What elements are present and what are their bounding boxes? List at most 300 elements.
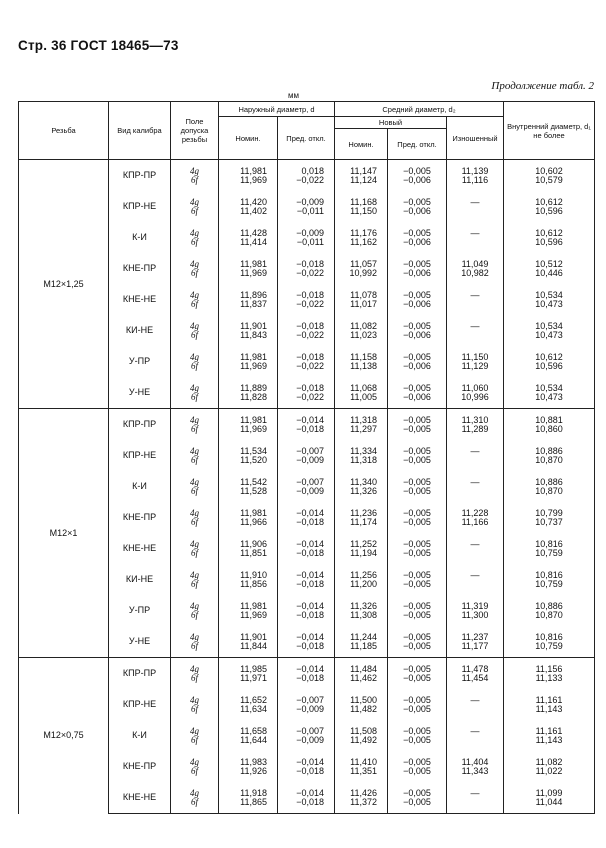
inner-diameter-cell bbox=[504, 253, 595, 284]
gauge-type-cell: КНЕ-ПР bbox=[109, 253, 171, 284]
inner-diameter-cell bbox=[504, 533, 595, 564]
tolerance-value: 6f bbox=[190, 609, 198, 620]
worn-value bbox=[450, 549, 500, 558]
pitch-deviation-value: −0,005 bbox=[403, 423, 431, 434]
tolerance-value: 4g bbox=[190, 600, 199, 611]
inner-diameter-value: 10,512 bbox=[535, 258, 563, 269]
tolerance-value: 4g bbox=[190, 414, 199, 425]
pitch-nominal-cell bbox=[335, 377, 388, 409]
dimensions-table bbox=[18, 101, 595, 814]
outer-nominal-value: 11,520 bbox=[240, 454, 267, 465]
inner-diameter-cell bbox=[504, 409, 595, 441]
pitch-nominal-value: 11,351 bbox=[350, 765, 377, 776]
worn-cell bbox=[447, 564, 504, 595]
pitch-deviation-value: −0,005 bbox=[403, 640, 431, 651]
outer-nominal-cell bbox=[219, 782, 278, 814]
table-row bbox=[19, 409, 595, 441]
outer-nominal-value: 11,969 bbox=[240, 360, 267, 371]
worn-cell bbox=[447, 346, 504, 377]
gauge-type-cell: КПР-ПР bbox=[109, 658, 171, 690]
inner-diameter-cell bbox=[504, 751, 595, 782]
outer-deviation-value: −0,018 bbox=[296, 289, 324, 300]
pitch-deviation-cell bbox=[388, 191, 447, 222]
pitch-nominal-value: 11,318 bbox=[350, 454, 377, 465]
inner-diameter-cell bbox=[504, 160, 595, 192]
pitch-deviation-cell bbox=[388, 284, 447, 315]
pitch-nominal-cell bbox=[335, 595, 388, 626]
worn-value bbox=[450, 487, 500, 496]
pitch-deviation-value: −0,005 bbox=[403, 485, 431, 496]
outer-deviation-value: −0,009 bbox=[296, 227, 324, 238]
tolerance-cell bbox=[171, 751, 219, 782]
tolerance-value: 6f bbox=[190, 174, 198, 185]
pitch-nominal-value: 11,078 bbox=[350, 289, 377, 300]
inner-diameter-cell bbox=[504, 595, 595, 626]
inner-diameter-value: 11,044 bbox=[535, 796, 563, 807]
worn-value bbox=[450, 207, 500, 216]
outer-deviation-value: −0,018 bbox=[296, 578, 324, 589]
outer-nominal-cell bbox=[219, 502, 278, 533]
units-label: мм bbox=[288, 91, 299, 100]
worn-value: 11,310 bbox=[461, 414, 489, 425]
outer-deviation-cell bbox=[278, 626, 335, 658]
pitch-nominal-cell bbox=[335, 782, 388, 814]
tolerance-value: 4g bbox=[190, 663, 199, 674]
worn-value: 11,454 bbox=[461, 672, 489, 683]
inner-diameter-value: 10,596 bbox=[535, 236, 563, 247]
inner-diameter-value: 11,082 bbox=[535, 756, 563, 767]
tolerance-value: 4g bbox=[190, 476, 199, 487]
worn-value: 11,228 bbox=[461, 507, 489, 518]
outer-deviation-value: −0,011 bbox=[296, 236, 324, 247]
outer-deviation-value: −0,018 bbox=[296, 320, 324, 331]
worn-value: — bbox=[470, 320, 480, 331]
outer-nominal-value: 11,402 bbox=[240, 205, 267, 216]
outer-deviation-value: −0,014 bbox=[296, 756, 324, 767]
outer-deviation-value: −0,018 bbox=[296, 640, 324, 651]
worn-cell bbox=[447, 377, 504, 409]
tolerance-value: 6f bbox=[190, 516, 198, 527]
pitch-deviation-value: −0,005 bbox=[403, 609, 431, 620]
pitch-nominal-cell bbox=[335, 720, 388, 751]
worn-cell bbox=[447, 751, 504, 782]
worn-value: 11,237 bbox=[461, 631, 489, 642]
pitch-nominal-cell bbox=[335, 626, 388, 658]
worn-value: — bbox=[470, 289, 480, 300]
inner-diameter-value: 10,602 bbox=[535, 165, 563, 176]
outer-deviation-value: −0,022 bbox=[296, 329, 324, 340]
outer-deviation-value: −0,022 bbox=[296, 267, 324, 278]
outer-deviation-value: −0,014 bbox=[296, 414, 324, 425]
outer-nominal-cell bbox=[219, 284, 278, 315]
worn-value bbox=[450, 300, 500, 309]
outer-nominal-cell bbox=[219, 564, 278, 595]
header-pitch-nominal: Номин. bbox=[335, 129, 388, 160]
inner-diameter-value: 10,534 bbox=[535, 320, 563, 331]
tolerance-value: 6f bbox=[190, 703, 198, 714]
pitch-deviation-cell bbox=[388, 222, 447, 253]
tolerance-value: 4g bbox=[190, 631, 199, 642]
pitch-nominal-value: 11,492 bbox=[350, 734, 377, 745]
pitch-deviation-value: −0,006 bbox=[403, 298, 431, 309]
page-header bbox=[18, 38, 179, 53]
outer-deviation-value: −0,009 bbox=[296, 196, 324, 207]
outer-nominal-value: 11,428 bbox=[240, 227, 267, 238]
inner-diameter-value: 10,870 bbox=[535, 454, 563, 465]
gauge-type-cell: У-НЕ bbox=[109, 626, 171, 658]
pitch-nominal-value: 11,244 bbox=[350, 631, 377, 642]
outer-nominal-value: 11,981 bbox=[240, 414, 267, 425]
worn-value: 11,404 bbox=[461, 756, 489, 767]
pitch-deviation-cell bbox=[388, 471, 447, 502]
outer-nominal-value: 11,843 bbox=[240, 329, 267, 340]
tolerance-value: 4g bbox=[190, 694, 199, 705]
worn-value bbox=[450, 736, 500, 745]
pitch-nominal-value: 11,484 bbox=[350, 663, 377, 674]
worn-value bbox=[450, 331, 500, 340]
worn-value: — bbox=[470, 227, 480, 238]
pitch-nominal-value: 11,017 bbox=[350, 298, 377, 309]
outer-nominal-value: 11,981 bbox=[240, 258, 267, 269]
inner-diameter-value: 10,473 bbox=[535, 329, 563, 340]
tolerance-cell bbox=[171, 689, 219, 720]
worn-value: — bbox=[470, 725, 480, 736]
outer-nominal-value: 11,828 bbox=[240, 391, 267, 402]
outer-nominal-value: 11,420 bbox=[240, 196, 267, 207]
worn-cell bbox=[447, 595, 504, 626]
pitch-deviation-cell bbox=[388, 409, 447, 441]
pitch-nominal-value: 11,185 bbox=[350, 640, 377, 651]
gauge-type-cell: У-ПР bbox=[109, 595, 171, 626]
tolerance-value: 4g bbox=[190, 382, 199, 393]
pitch-deviation-value: −0,005 bbox=[403, 569, 431, 580]
outer-nominal-value: 11,837 bbox=[240, 298, 267, 309]
pitch-nominal-value: 11,340 bbox=[350, 476, 377, 487]
worn-value: 11,166 bbox=[461, 516, 489, 527]
pitch-nominal-cell bbox=[335, 253, 388, 284]
pitch-nominal-value: 11,158 bbox=[350, 351, 377, 362]
pitch-deviation-cell bbox=[388, 658, 447, 690]
outer-nominal-value: 11,542 bbox=[240, 476, 267, 487]
gauge-type-cell: К-И bbox=[109, 471, 171, 502]
outer-deviation-cell bbox=[278, 440, 335, 471]
header-outer-deviation: Пред. откл. bbox=[278, 117, 335, 160]
outer-deviation-cell bbox=[278, 595, 335, 626]
pitch-deviation-cell bbox=[388, 315, 447, 346]
inner-diameter-value: 11,022 bbox=[535, 765, 563, 776]
outer-deviation-value: −0,014 bbox=[296, 600, 324, 611]
worn-value: — bbox=[470, 694, 480, 705]
outer-nominal-value: 11,981 bbox=[240, 507, 267, 518]
pitch-deviation-cell bbox=[388, 253, 447, 284]
tolerance-cell bbox=[171, 720, 219, 751]
pitch-deviation-value: −0,005 bbox=[403, 538, 431, 549]
tolerance-value: 4g bbox=[190, 289, 199, 300]
outer-deviation-value: −0,009 bbox=[296, 703, 324, 714]
inner-diameter-value: 10,596 bbox=[535, 205, 563, 216]
worn-value: 11,049 bbox=[461, 258, 489, 269]
tolerance-value: 4g bbox=[190, 165, 199, 176]
worn-value: 11,116 bbox=[461, 174, 489, 185]
inner-diameter-value: 11,156 bbox=[535, 663, 563, 674]
pitch-nominal-value: 11,426 bbox=[350, 787, 377, 798]
outer-nominal-value: 11,534 bbox=[240, 445, 267, 456]
outer-deviation-value: −0,022 bbox=[296, 174, 324, 185]
tolerance-value: 4g bbox=[190, 507, 199, 518]
inner-diameter-cell bbox=[504, 222, 595, 253]
outer-deviation-cell bbox=[278, 689, 335, 720]
thread-size-cell: М12×0,75 bbox=[19, 658, 109, 814]
gauge-type-cell: К-И bbox=[109, 720, 171, 751]
outer-nominal-cell bbox=[219, 595, 278, 626]
tolerance-value: 6f bbox=[190, 640, 198, 651]
tolerance-value: 4g bbox=[190, 538, 199, 549]
pitch-deviation-value: −0,005 bbox=[403, 796, 431, 807]
tolerance-value: 6f bbox=[190, 672, 198, 683]
gauge-type-cell: КНЕ-НЕ bbox=[109, 533, 171, 564]
outer-deviation-value: −0,014 bbox=[296, 507, 324, 518]
outer-deviation-cell bbox=[278, 377, 335, 409]
outer-deviation-value: −0,007 bbox=[296, 476, 324, 487]
tolerance-cell bbox=[171, 502, 219, 533]
pitch-nominal-cell bbox=[335, 440, 388, 471]
standard-code: ГОСТ 18465—73 bbox=[70, 38, 179, 53]
outer-deviation-value: −0,022 bbox=[296, 391, 324, 402]
pitch-deviation-cell bbox=[388, 533, 447, 564]
tolerance-cell bbox=[171, 222, 219, 253]
pitch-deviation-value: −0,005 bbox=[403, 578, 431, 589]
outer-nominal-cell bbox=[219, 440, 278, 471]
outer-nominal-cell bbox=[219, 471, 278, 502]
pitch-nominal-value: 10,992 bbox=[349, 267, 377, 278]
gauge-type-cell: КНЕ-НЕ bbox=[109, 284, 171, 315]
tolerance-value: 4g bbox=[190, 227, 199, 238]
pitch-deviation-value: −0,006 bbox=[403, 236, 431, 247]
tolerance-value: 4g bbox=[190, 569, 199, 580]
tolerance-cell bbox=[171, 471, 219, 502]
outer-nominal-value: 11,652 bbox=[240, 694, 267, 705]
inner-diameter-value: 10,579 bbox=[535, 174, 563, 185]
worn-value bbox=[450, 705, 500, 714]
outer-nominal-value: 11,414 bbox=[240, 236, 267, 247]
pitch-nominal-value: 11,023 bbox=[350, 329, 377, 340]
outer-deviation-value: −0,007 bbox=[296, 725, 324, 736]
pitch-nominal-value: 11,068 bbox=[350, 382, 377, 393]
pitch-deviation-cell bbox=[388, 751, 447, 782]
gauge-type-cell: У-ПР bbox=[109, 346, 171, 377]
worn-value: — bbox=[470, 569, 480, 580]
tolerance-value: 6f bbox=[190, 391, 198, 402]
outer-deviation-cell bbox=[278, 409, 335, 441]
worn-cell bbox=[447, 720, 504, 751]
worn-cell bbox=[447, 315, 504, 346]
outer-nominal-value: 11,634 bbox=[240, 703, 267, 714]
outer-deviation-value: −0,018 bbox=[296, 258, 324, 269]
outer-nominal-cell bbox=[219, 253, 278, 284]
worn-value: 11,300 bbox=[461, 609, 489, 620]
inner-diameter-value: 11,161 bbox=[535, 694, 563, 705]
outer-nominal-value: 11,969 bbox=[240, 423, 267, 434]
outer-nominal-value: 11,926 bbox=[240, 765, 267, 776]
pitch-nominal-cell bbox=[335, 689, 388, 720]
pitch-nominal-cell bbox=[335, 346, 388, 377]
inner-diameter-value: 10,473 bbox=[535, 298, 563, 309]
pitch-nominal-value: 11,372 bbox=[350, 796, 377, 807]
pitch-deviation-cell bbox=[388, 626, 447, 658]
outer-nominal-cell bbox=[219, 377, 278, 409]
inner-diameter-cell bbox=[504, 626, 595, 658]
pitch-deviation-value: −0,005 bbox=[403, 703, 431, 714]
pitch-deviation-value: −0,005 bbox=[403, 725, 431, 736]
inner-diameter-value: 10,886 bbox=[535, 445, 563, 456]
inner-diameter-value: 11,143 bbox=[535, 703, 563, 714]
inner-diameter-value: 10,759 bbox=[535, 640, 563, 651]
pitch-nominal-cell bbox=[335, 471, 388, 502]
outer-nominal-cell bbox=[219, 346, 278, 377]
outer-deviation-value: −0,014 bbox=[296, 538, 324, 549]
pitch-deviation-value: −0,005 bbox=[403, 547, 431, 558]
inner-diameter-cell bbox=[504, 191, 595, 222]
pitch-deviation-cell bbox=[388, 689, 447, 720]
outer-deviation-value: −0,007 bbox=[296, 694, 324, 705]
pitch-nominal-cell bbox=[335, 658, 388, 690]
outer-nominal-cell bbox=[219, 191, 278, 222]
outer-nominal-value: 11,985 bbox=[240, 663, 267, 674]
pitch-deviation-cell bbox=[388, 720, 447, 751]
outer-nominal-value: 11,528 bbox=[240, 485, 267, 496]
outer-nominal-cell bbox=[219, 720, 278, 751]
inner-diameter-value: 10,881 bbox=[535, 414, 563, 425]
tolerance-value: 6f bbox=[190, 205, 198, 216]
outer-deviation-value: −0,014 bbox=[296, 787, 324, 798]
outer-deviation-cell bbox=[278, 564, 335, 595]
worn-cell bbox=[447, 409, 504, 441]
table-continuation-note: Продолжение табл. 2 bbox=[491, 80, 594, 92]
worn-cell bbox=[447, 471, 504, 502]
header-gauge-type: Вид калибра bbox=[109, 102, 171, 160]
pitch-nominal-value: 11,082 bbox=[350, 320, 377, 331]
header-tolerance: Поле допуска резьбы bbox=[171, 102, 219, 160]
outer-nominal-cell bbox=[219, 751, 278, 782]
header-pitch-deviation: Пред. откл. bbox=[388, 129, 447, 160]
inner-diameter-cell bbox=[504, 471, 595, 502]
pitch-nominal-value: 11,057 bbox=[350, 258, 377, 269]
pitch-deviation-value: −0,005 bbox=[403, 631, 431, 642]
inner-diameter-cell bbox=[504, 346, 595, 377]
outer-nominal-cell bbox=[219, 409, 278, 441]
tolerance-cell bbox=[171, 346, 219, 377]
tolerance-value: 4g bbox=[190, 756, 199, 767]
worn-value: 11,319 bbox=[461, 600, 489, 611]
pitch-nominal-cell bbox=[335, 751, 388, 782]
pitch-deviation-value: −0,005 bbox=[403, 734, 431, 745]
outer-deviation-value: −0,014 bbox=[296, 663, 324, 674]
worn-value bbox=[450, 238, 500, 247]
tolerance-value: 4g bbox=[190, 787, 199, 798]
worn-cell bbox=[447, 284, 504, 315]
outer-deviation-value: −0,018 bbox=[296, 516, 324, 527]
outer-nominal-cell bbox=[219, 222, 278, 253]
inner-diameter-value: 10,870 bbox=[535, 485, 563, 496]
pitch-deviation-cell bbox=[388, 502, 447, 533]
gauge-type-cell: КПР-ПР bbox=[109, 160, 171, 192]
pitch-deviation-value: −0,005 bbox=[403, 476, 431, 487]
inner-diameter-value: 10,596 bbox=[535, 360, 563, 371]
outer-nominal-value: 11,851 bbox=[240, 547, 267, 558]
outer-deviation-cell bbox=[278, 502, 335, 533]
tolerance-cell bbox=[171, 284, 219, 315]
header-worn: Изношенный bbox=[447, 117, 504, 160]
worn-value: — bbox=[470, 538, 480, 549]
header-new: Новый bbox=[335, 117, 447, 129]
tolerance-value: 4g bbox=[190, 196, 199, 207]
inner-diameter-cell bbox=[504, 658, 595, 690]
inner-diameter-cell bbox=[504, 502, 595, 533]
pitch-deviation-value: −0,006 bbox=[403, 391, 431, 402]
tolerance-value: 4g bbox=[190, 351, 199, 362]
inner-diameter-value: 10,446 bbox=[535, 267, 563, 278]
pitch-deviation-value: −0,005 bbox=[403, 694, 431, 705]
pitch-deviation-value: −0,005 bbox=[403, 445, 431, 456]
outer-nominal-cell bbox=[219, 315, 278, 346]
worn-cell bbox=[447, 440, 504, 471]
outer-nominal-value: 11,658 bbox=[240, 725, 267, 736]
pitch-deviation-cell bbox=[388, 440, 447, 471]
pitch-nominal-cell bbox=[335, 409, 388, 441]
header-outer-nominal: Номин. bbox=[219, 117, 278, 160]
inner-diameter-value: 10,816 bbox=[535, 569, 563, 580]
gauge-type-cell: КНЕ-НЕ bbox=[109, 782, 171, 814]
inner-diameter-value: 10,473 bbox=[535, 391, 563, 402]
tolerance-value: 4g bbox=[190, 258, 199, 269]
outer-deviation-value: −0,009 bbox=[296, 454, 324, 465]
inner-diameter-value: 10,886 bbox=[535, 600, 563, 611]
outer-nominal-value: 11,981 bbox=[240, 600, 267, 611]
outer-deviation-cell bbox=[278, 658, 335, 690]
outer-nominal-value: 11,969 bbox=[240, 267, 267, 278]
outer-nominal-value: 11,969 bbox=[240, 174, 267, 185]
outer-deviation-value: −0,018 bbox=[296, 672, 324, 683]
pitch-nominal-value: 11,236 bbox=[350, 507, 377, 518]
worn-value bbox=[450, 798, 500, 807]
pitch-deviation-value: −0,006 bbox=[403, 205, 431, 216]
outer-nominal-cell bbox=[219, 658, 278, 690]
tolerance-cell bbox=[171, 658, 219, 690]
pitch-deviation-value: −0,005 bbox=[403, 165, 431, 176]
pitch-nominal-value: 11,462 bbox=[350, 672, 377, 683]
pitch-deviation-cell bbox=[388, 346, 447, 377]
pitch-nominal-cell bbox=[335, 222, 388, 253]
tolerance-value: 6f bbox=[190, 423, 198, 434]
outer-deviation-value: −0,011 bbox=[296, 205, 324, 216]
pitch-nominal-value: 11,124 bbox=[350, 174, 377, 185]
outer-nominal-value: 11,966 bbox=[240, 516, 267, 527]
tolerance-cell bbox=[171, 409, 219, 441]
pitch-deviation-value: −0,005 bbox=[403, 382, 431, 393]
pitch-nominal-value: 11,508 bbox=[350, 725, 377, 736]
tolerance-cell bbox=[171, 440, 219, 471]
header-pitch-diameter: Средний диаметр, d₂ bbox=[335, 102, 504, 117]
worn-cell bbox=[447, 689, 504, 720]
outer-deviation-value: −0,018 bbox=[296, 547, 324, 558]
inner-diameter-value: 10,870 bbox=[535, 609, 563, 620]
outer-deviation-value: −0,009 bbox=[296, 734, 324, 745]
pitch-deviation-value: −0,005 bbox=[403, 600, 431, 611]
pitch-nominal-value: 11,326 bbox=[350, 600, 377, 611]
outer-deviation-value: −0,022 bbox=[296, 360, 324, 371]
inner-diameter-value: 10,612 bbox=[535, 351, 563, 362]
outer-nominal-value: 11,918 bbox=[240, 787, 267, 798]
